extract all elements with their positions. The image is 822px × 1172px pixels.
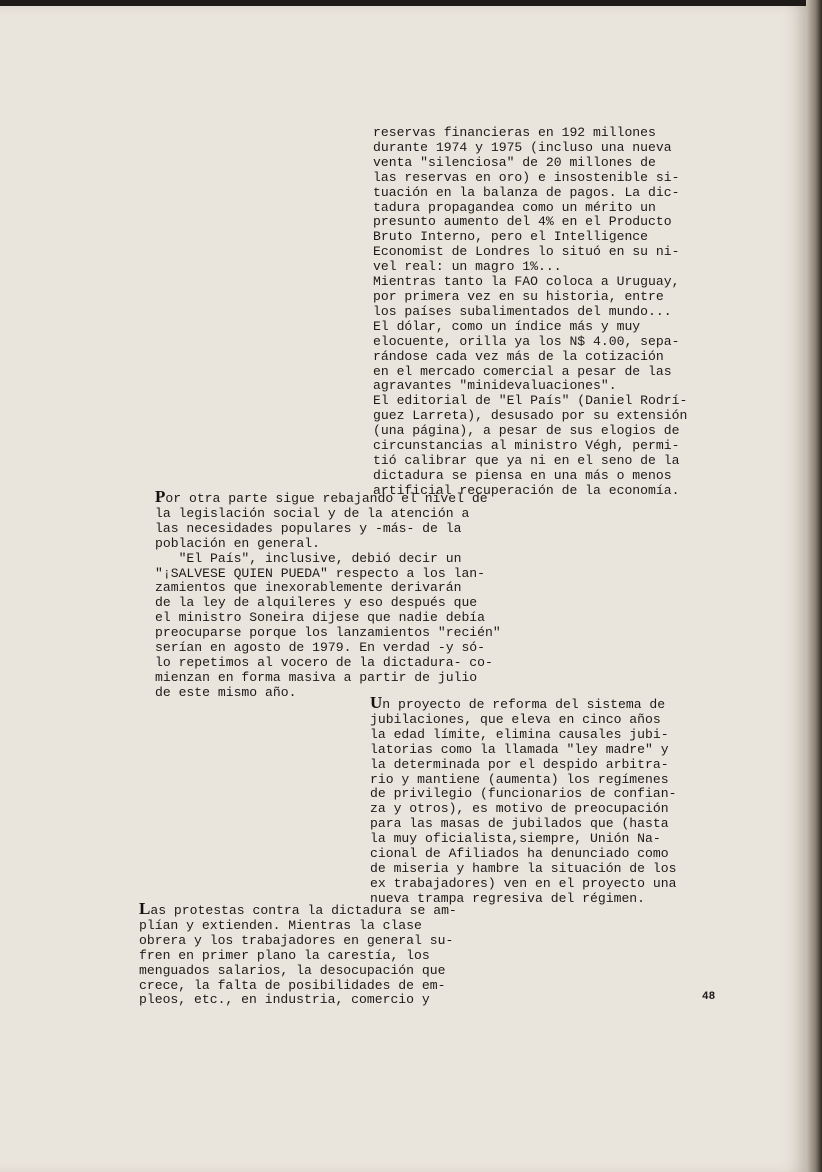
drop-initial-l: L bbox=[139, 899, 151, 918]
page-edge-shadow bbox=[806, 0, 822, 1172]
document-page bbox=[0, 6, 806, 1172]
paragraph-first-line: as protestas contra la dictadura se am- bbox=[150, 903, 457, 918]
drop-initial-p: P bbox=[155, 487, 166, 506]
page-number: 48 bbox=[702, 991, 716, 1003]
paragraph-first-line: or otra parte sigue rebajando el nivel de bbox=[165, 491, 488, 506]
paragraph-body: la legislación social y de la atención a las necesidades populares y -más- de la población en general. "El País", inclusive, debió decir un "¡SALVESE QUIEN PUEDA" respecto a los lan- zamientos que inexorablemente derivarán de la ley de alquileres y eso después que el ministro Soneira dijese que nadie debía preocuparse porque los lanzamientos "recién" serían en agosto de 1979. En verdad -y só- lo repetimos al vocero de la dictadura- co- mienzan en forma masiva a partir de julio de este mismo año. bbox=[155, 505, 501, 700]
drop-initial-u: U bbox=[370, 693, 383, 712]
paragraph-body: jubilaciones, que eleva en cinco años la edad límite, elimina causales jubi- latorias como la llamada "ley madre" y la determinada por el despido arbitra- rio y mantiene (aumenta) los regímenes de privilegio (funcionarios de confian- za y otros), es motivo de preocupación para las masas de jubilados que (hasta la muy oficialista,siempre, Unión Na- cional de Afiliados ha denunciado como de miseria y hambre la situación de los ex trabajadores) ven en el proyecto una nueva trampa regresiva del régimen. bbox=[370, 711, 677, 906]
paragraph-protestas bbox=[139, 899, 457, 1008]
paragraph-legislacion-social bbox=[155, 487, 501, 701]
paragraph-reservas: reservas financieras en 192 millones durante 1974 y 1975 (incluso una nueva venta "silenciosa" de 20 millones de las reservas en oro) e insostenible si- tuación en la balanza de pagos. La dic- tadura propagandea como un mérito un presunto aumento del 4% en el Producto Bruto Interno, pero el Intelligence Economist de Londres lo situó en su ni- vel real: un magro 1%... Mientras tanto la FAO coloca a Uruguay, por primera vez en su historia, entre los países subalimentados del mundo... El dólar, como un índice más y muy elocuente, orilla ya los N$ 4.00, sepa- rándose cada vez más de la cotización en el mercado comercial a pesar de las agravantes "minidevaluaciones". El editorial de "El País" (Daniel Rodrí- guez Larreta), desusado por su extensión (una página), a pesar de sus elogios de circunstancias al ministro Végh, permi- tió calibrar que ya ni en el seno de la dictadura se piensa en una más o menos artificial recuperación de la economía. bbox=[373, 125, 688, 498]
paragraph-jubilaciones bbox=[370, 693, 677, 907]
paragraph-body: plían y extienden. Mientras la clase obrera y los trabajadores en general su- fren en primer plano la carestía, los menguados salarios, la desocupación que crece, la falta de posibilidades de em- pleos, etc., en industria, comercio y bbox=[139, 917, 454, 1008]
paragraph-first-line: n proyecto de reforma del sistema de bbox=[382, 697, 666, 712]
